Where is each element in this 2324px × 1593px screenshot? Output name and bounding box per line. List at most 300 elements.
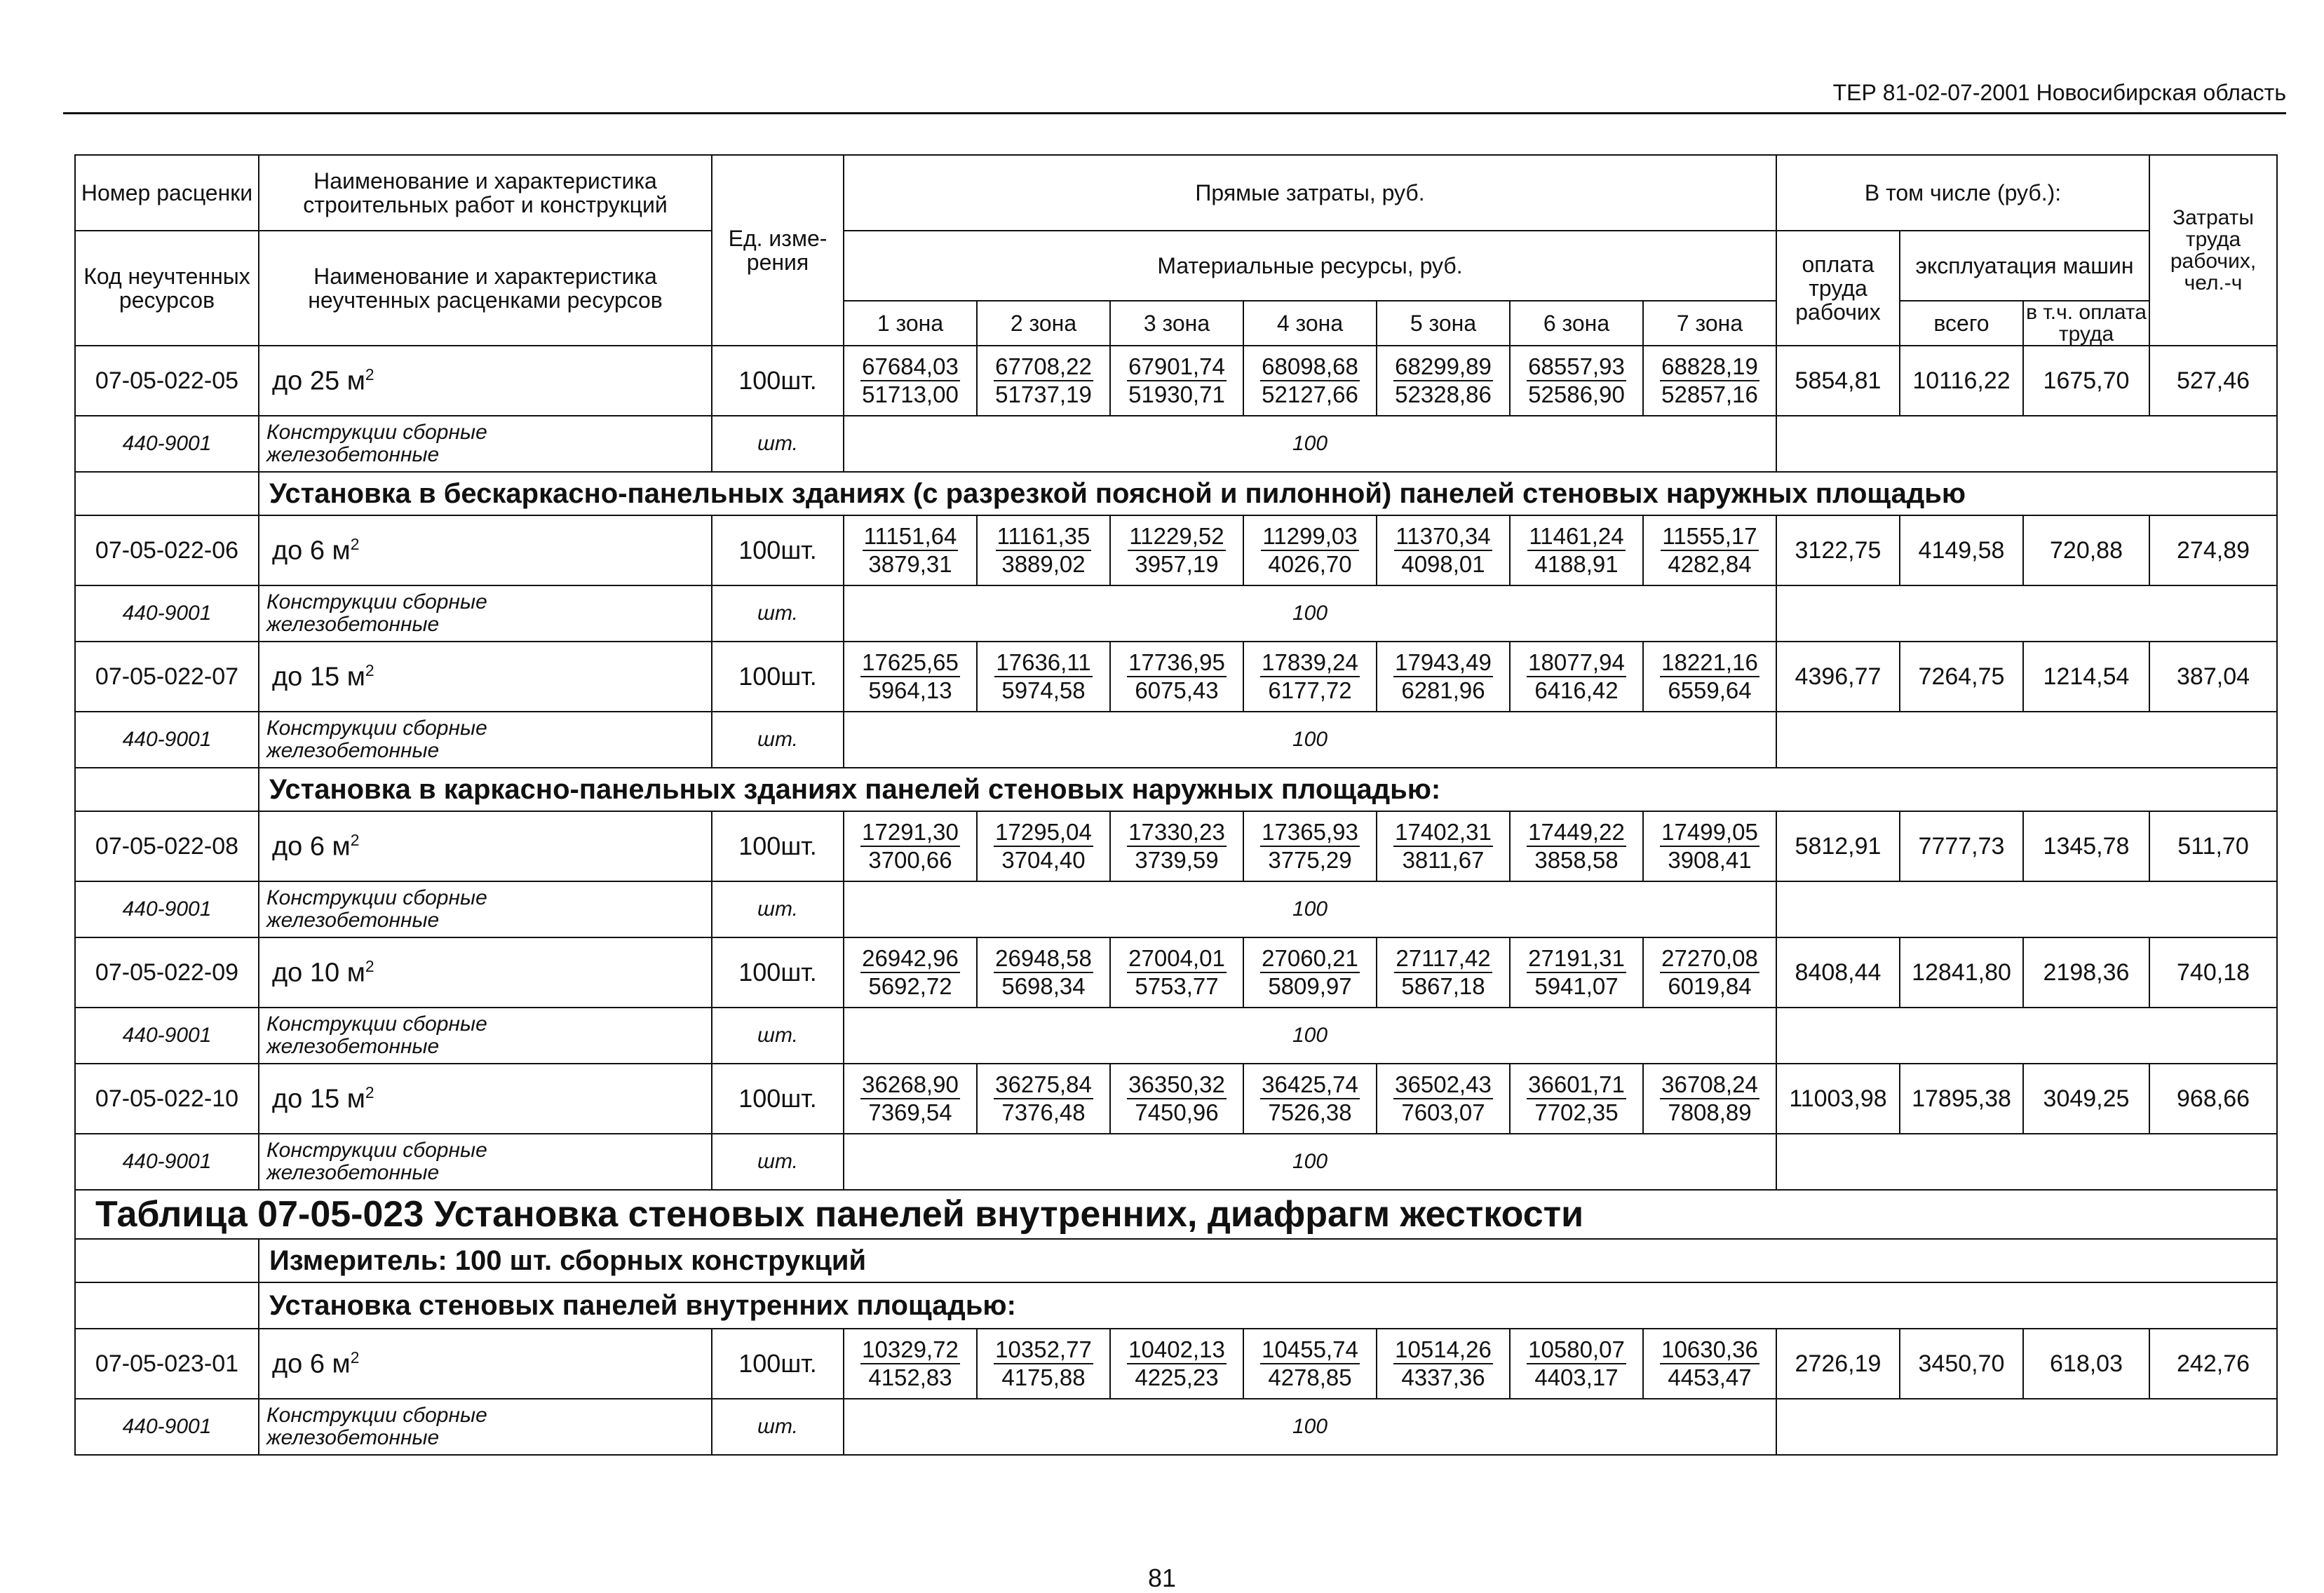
zone-price-cell bbox=[1643, 515, 1776, 585]
direct-cost-value: 17943,49 bbox=[1393, 649, 1493, 677]
section-empty-cell bbox=[75, 1239, 259, 1282]
zone-price bbox=[1260, 819, 1360, 874]
zone-price bbox=[994, 1336, 1093, 1391]
rate-name-text: до 6 м bbox=[272, 1349, 351, 1379]
zone-price bbox=[1393, 1071, 1493, 1126]
materials-cost-value: 7808,89 bbox=[1668, 1099, 1752, 1125]
zone-header: 5 зона bbox=[1377, 301, 1510, 346]
direct-cost-value: 11161,35 bbox=[996, 523, 1092, 551]
materials-cost-value: 3879,31 bbox=[868, 551, 952, 577]
zone-price bbox=[860, 819, 960, 874]
rate-name-superscript: 2 bbox=[350, 830, 360, 849]
zone-price bbox=[1660, 1071, 1759, 1126]
resource-name bbox=[259, 712, 712, 768]
zone-price bbox=[860, 649, 960, 704]
resource-name-line: железобетонные bbox=[266, 909, 440, 932]
resource-unit: шт. bbox=[712, 1008, 844, 1064]
machines-value: 10116,22 bbox=[1900, 346, 2023, 416]
zone-price bbox=[1127, 1071, 1227, 1126]
resource-row bbox=[75, 712, 2277, 768]
rate-row bbox=[75, 1064, 2277, 1134]
direct-cost-value: 17499,05 bbox=[1660, 819, 1759, 847]
section-row bbox=[75, 768, 2277, 811]
zone-price-cell bbox=[1510, 1329, 1643, 1399]
resource-row bbox=[75, 416, 2277, 472]
zone-price bbox=[994, 945, 1093, 1000]
zone-price-cell bbox=[1243, 937, 1377, 1008]
rate-row bbox=[75, 346, 2277, 416]
zone-price-cell bbox=[844, 642, 977, 712]
zone-price-cell bbox=[1377, 1064, 1510, 1134]
materials-cost-value: 4278,85 bbox=[1268, 1364, 1352, 1390]
direct-cost-value: 26948,58 bbox=[994, 945, 1093, 973]
zone-price-cell bbox=[1110, 515, 1243, 585]
zone-price bbox=[996, 523, 1092, 578]
zone-header: 6 зона bbox=[1510, 301, 1643, 346]
rate-name-superscript: 2 bbox=[350, 534, 360, 553]
direct-cost-value: 17291,30 bbox=[860, 819, 960, 847]
machine-wages-value: 2198,36 bbox=[2023, 937, 2149, 1008]
zone-price-cell bbox=[1510, 811, 1643, 881]
section-empty-cell bbox=[75, 472, 259, 515]
wages-value: 2726,19 bbox=[1776, 1329, 1900, 1399]
resource-qty: 100 bbox=[844, 881, 1776, 937]
zone-price bbox=[860, 1071, 960, 1126]
resource-qty: 100 bbox=[844, 1134, 1776, 1190]
zone-price-cell bbox=[1643, 1064, 1776, 1134]
direct-cost-value: 68299,89 bbox=[1393, 353, 1493, 381]
zone-price-cell bbox=[844, 811, 977, 881]
materials-cost-value: 6559,64 bbox=[1668, 677, 1752, 703]
materials-cost-value: 51737,19 bbox=[995, 381, 1092, 407]
zone-price-cell bbox=[1643, 346, 1776, 416]
resource-code: 440-9001 bbox=[75, 881, 259, 937]
direct-cost-value: 11461,24 bbox=[1527, 523, 1625, 551]
resource-name-line: Конструкции сборные bbox=[266, 886, 487, 909]
zone-price bbox=[1127, 819, 1227, 874]
rates-table bbox=[74, 154, 2278, 1456]
header-machine-incl-wages: в т.ч. оплата труда bbox=[2023, 301, 2149, 346]
resource-name-line: Конструкции сборные bbox=[266, 590, 487, 614]
machine-wages-value: 3049,25 bbox=[2023, 1064, 2149, 1134]
zone-price bbox=[1393, 819, 1493, 874]
zone-price bbox=[1127, 945, 1227, 1000]
resource-empty-cell bbox=[1776, 1008, 2277, 1064]
zone-price-cell bbox=[1377, 515, 1510, 585]
zone-price-cell bbox=[1110, 346, 1243, 416]
header-labor-costs: Затраты труда рабочих, чел.-ч bbox=[2149, 155, 2277, 346]
rate-name-text: до 6 м bbox=[272, 536, 351, 566]
zone-price-cell bbox=[1643, 642, 1776, 712]
direct-cost-value: 10630,36 bbox=[1660, 1336, 1759, 1364]
rate-name bbox=[259, 1329, 712, 1399]
zone-price-cell bbox=[1510, 515, 1643, 585]
resource-name-line: железобетонные bbox=[266, 739, 440, 762]
rate-code: 07-05-022-07 bbox=[75, 642, 259, 712]
header-machine-operation: эксплуатация машин bbox=[1900, 231, 2149, 301]
zone-price-cell bbox=[1243, 515, 1377, 585]
direct-cost-value: 18077,94 bbox=[1527, 649, 1626, 677]
rate-name bbox=[259, 642, 712, 712]
materials-cost-value: 4188,91 bbox=[1534, 551, 1619, 577]
direct-cost-value: 36268,90 bbox=[860, 1071, 960, 1099]
machines-value: 7777,73 bbox=[1900, 811, 2023, 881]
rate-unit: 100шт. bbox=[712, 1329, 844, 1399]
materials-cost-value: 6416,42 bbox=[1534, 677, 1619, 703]
resource-qty: 100 bbox=[844, 416, 1776, 472]
resource-empty-cell bbox=[1776, 585, 2277, 642]
resource-name bbox=[259, 1134, 712, 1190]
resource-unit: шт. bbox=[712, 1399, 844, 1455]
zone-price-cell bbox=[977, 1329, 1110, 1399]
resource-name bbox=[259, 1399, 712, 1455]
direct-cost-value: 10514,26 bbox=[1393, 1336, 1493, 1364]
rate-name-text: до 6 м bbox=[272, 832, 351, 862]
machines-value: 4149,58 bbox=[1900, 515, 2023, 585]
resource-name-line: железобетонные bbox=[266, 443, 440, 466]
direct-cost-value: 17295,04 bbox=[994, 819, 1093, 847]
direct-cost-value: 11229,52 bbox=[1128, 523, 1225, 551]
page-number: 81 bbox=[1147, 1564, 1177, 1592]
header-direct-costs: Прямые затраты, руб. bbox=[844, 155, 1776, 231]
materials-cost-value: 4282,84 bbox=[1668, 551, 1752, 577]
zone-price bbox=[1661, 523, 1758, 578]
zone-price bbox=[860, 1336, 960, 1391]
section-title: Установка стеновых панелей внутренних площадью: bbox=[259, 1282, 2277, 1329]
zone-price bbox=[1527, 353, 1626, 408]
zone-price-cell bbox=[844, 1064, 977, 1134]
zone-price bbox=[1527, 649, 1626, 704]
resource-empty-cell bbox=[1776, 1134, 2277, 1190]
rate-name bbox=[259, 811, 712, 881]
rate-name-text: до 15 м bbox=[272, 662, 365, 692]
materials-cost-value: 5692,72 bbox=[868, 973, 952, 999]
direct-cost-value: 10580,07 bbox=[1527, 1336, 1626, 1364]
materials-cost-value: 3957,19 bbox=[1135, 551, 1219, 577]
zone-price bbox=[1660, 1336, 1759, 1391]
materials-cost-value: 5809,97 bbox=[1268, 973, 1352, 999]
materials-cost-value: 52328,86 bbox=[1395, 381, 1492, 407]
header-materials: Материальные ресурсы, руб. bbox=[844, 231, 1776, 301]
header-resource-name: Наименование и характеристика неучтенных расценками ресурсов bbox=[259, 231, 712, 346]
materials-cost-value: 5698,34 bbox=[1001, 973, 1086, 999]
zone-price-cell bbox=[1377, 811, 1510, 881]
materials-cost-value: 7369,54 bbox=[868, 1099, 952, 1125]
labor-value: 242,76 bbox=[2149, 1329, 2277, 1399]
materials-cost-value: 6281,96 bbox=[1401, 677, 1485, 703]
wages-value: 5854,81 bbox=[1776, 346, 1900, 416]
direct-cost-value: 27060,21 bbox=[1260, 945, 1360, 973]
zone-price bbox=[1527, 1336, 1626, 1391]
resource-unit: шт. bbox=[712, 416, 844, 472]
direct-cost-value: 27270,08 bbox=[1660, 945, 1759, 973]
rate-row bbox=[75, 642, 2277, 712]
materials-cost-value: 6019,84 bbox=[1668, 973, 1752, 999]
materials-cost-value: 5974,58 bbox=[1001, 677, 1086, 703]
zone-price-cell bbox=[977, 937, 1110, 1008]
materials-cost-value: 3889,02 bbox=[1001, 551, 1086, 577]
direct-cost-value: 36350,32 bbox=[1127, 1071, 1227, 1099]
zone-price-cell bbox=[977, 642, 1110, 712]
resource-name bbox=[259, 881, 712, 937]
wages-value: 3122,75 bbox=[1776, 515, 1900, 585]
direct-cost-value: 17625,65 bbox=[860, 649, 960, 677]
resource-code: 440-9001 bbox=[75, 585, 259, 642]
rate-name-superscript: 2 bbox=[365, 956, 374, 975]
materials-cost-value: 7702,35 bbox=[1534, 1099, 1619, 1125]
materials-cost-value: 7526,38 bbox=[1268, 1099, 1352, 1125]
direct-cost-value: 11299,03 bbox=[1261, 523, 1358, 551]
direct-cost-value: 36708,24 bbox=[1660, 1071, 1759, 1099]
zone-price-cell bbox=[1110, 642, 1243, 712]
rate-row bbox=[75, 1329, 2277, 1399]
direct-cost-value: 36502,43 bbox=[1393, 1071, 1493, 1099]
zone-price-cell bbox=[1243, 1329, 1377, 1399]
resource-empty-cell bbox=[1776, 712, 2277, 768]
zone-price bbox=[863, 523, 959, 578]
zone-header: 2 зона bbox=[977, 301, 1110, 346]
zone-price bbox=[1393, 649, 1493, 704]
machine-wages-value: 720,88 bbox=[2023, 515, 2149, 585]
materials-cost-value: 7450,96 bbox=[1135, 1099, 1219, 1125]
materials-cost-value: 52857,16 bbox=[1661, 381, 1758, 407]
resource-name-line: железобетонные bbox=[266, 1161, 440, 1184]
resource-name-line: Конструкции сборные bbox=[266, 717, 487, 740]
resource-name-line: Конструкции сборные bbox=[266, 421, 487, 444]
rate-unit: 100шт. bbox=[712, 811, 844, 881]
zone-price bbox=[994, 819, 1093, 874]
direct-cost-value: 67708,22 bbox=[994, 353, 1093, 381]
rate-name-superscript: 2 bbox=[365, 660, 374, 679]
resource-name-line: Конструкции сборные bbox=[266, 1139, 487, 1162]
zone-header: 3 зона bbox=[1110, 301, 1243, 346]
rate-unit: 100шт. bbox=[712, 346, 844, 416]
zone-price-cell bbox=[977, 811, 1110, 881]
resource-qty: 100 bbox=[844, 585, 1776, 642]
direct-cost-value: 17402,31 bbox=[1393, 819, 1493, 847]
materials-cost-value: 52127,66 bbox=[1262, 381, 1358, 407]
zone-price bbox=[1127, 353, 1227, 408]
wages-value: 11003,98 bbox=[1776, 1064, 1900, 1134]
machine-wages-value: 1214,54 bbox=[2023, 642, 2149, 712]
zone-header: 1 зона bbox=[844, 301, 977, 346]
wages-value: 8408,44 bbox=[1776, 937, 1900, 1008]
resource-row bbox=[75, 1134, 2277, 1190]
resource-row bbox=[75, 1008, 2277, 1064]
direct-cost-value: 36601,71 bbox=[1527, 1071, 1626, 1099]
resource-qty: 100 bbox=[844, 1399, 1776, 1455]
zone-price bbox=[1393, 353, 1493, 408]
zone-price bbox=[1260, 945, 1360, 1000]
zone-price bbox=[1128, 523, 1225, 578]
zone-price bbox=[1394, 945, 1492, 1000]
resource-code: 440-9001 bbox=[75, 1134, 259, 1190]
materials-cost-value: 3704,40 bbox=[1001, 847, 1086, 873]
zone-price-cell bbox=[1377, 346, 1510, 416]
rate-row bbox=[75, 937, 2277, 1008]
zone-price bbox=[860, 945, 960, 1000]
resource-unit: шт. bbox=[712, 585, 844, 642]
resource-empty-cell bbox=[1776, 416, 2277, 472]
table-title: Таблица 07-05-023 Установка стеновых панелей внутренних, диафрагм жесткости bbox=[75, 1190, 2277, 1239]
materials-cost-value: 5867,18 bbox=[1401, 973, 1485, 999]
rate-code: 07-05-022-05 bbox=[75, 346, 259, 416]
rate-row bbox=[75, 811, 2277, 881]
materials-cost-value: 51930,71 bbox=[1128, 381, 1225, 407]
direct-cost-value: 11555,17 bbox=[1661, 523, 1758, 551]
rate-code: 07-05-023-01 bbox=[75, 1329, 259, 1399]
resource-code: 440-9001 bbox=[75, 1399, 259, 1455]
header-resource-code: Код неучтенных ресурсов bbox=[75, 231, 259, 346]
machine-wages-value: 618,03 bbox=[2023, 1329, 2149, 1399]
resource-name-line: Конструкции сборные bbox=[266, 1012, 487, 1036]
resource-name-line: Конструкции сборные bbox=[266, 1404, 487, 1427]
zone-price-cell bbox=[1377, 642, 1510, 712]
resource-name-line: железобетонные bbox=[266, 1035, 440, 1058]
direct-cost-value: 10455,74 bbox=[1260, 1336, 1360, 1364]
zone-price bbox=[1660, 945, 1759, 1000]
direct-cost-value: 17636,11 bbox=[994, 649, 1092, 677]
section-row bbox=[75, 472, 2277, 515]
rate-name-text: до 15 м bbox=[272, 1084, 365, 1114]
machines-value: 12841,80 bbox=[1900, 937, 2023, 1008]
rate-unit: 100шт. bbox=[712, 937, 844, 1008]
materials-cost-value: 4453,47 bbox=[1668, 1364, 1752, 1390]
zone-price-cell bbox=[1510, 346, 1643, 416]
zone-price bbox=[1660, 353, 1759, 408]
materials-cost-value: 5753,77 bbox=[1135, 973, 1219, 999]
direct-cost-value: 10402,13 bbox=[1127, 1336, 1227, 1364]
header-rate-number: Номер расценки bbox=[75, 155, 259, 231]
resource-name bbox=[259, 1008, 712, 1064]
zone-price bbox=[1660, 649, 1759, 704]
materials-cost-value: 3775,29 bbox=[1268, 847, 1352, 873]
labor-value: 511,70 bbox=[2149, 811, 2277, 881]
zone-price-cell bbox=[1110, 937, 1243, 1008]
resource-row bbox=[75, 585, 2277, 642]
zone-price bbox=[1393, 1336, 1493, 1391]
zone-price bbox=[1261, 523, 1358, 578]
header-unit: Ед. изме-рения bbox=[712, 155, 844, 346]
resource-code: 440-9001 bbox=[75, 416, 259, 472]
labor-value: 387,04 bbox=[2149, 642, 2277, 712]
direct-cost-value: 17330,23 bbox=[1127, 819, 1227, 847]
materials-cost-value: 6075,43 bbox=[1135, 677, 1219, 703]
materials-cost-value: 3858,58 bbox=[1534, 847, 1619, 873]
zone-price bbox=[1660, 819, 1759, 874]
zone-header: 7 зона bbox=[1643, 301, 1776, 346]
resource-empty-cell bbox=[1776, 881, 2277, 937]
page-header: ТЕР 81-02-07-2001 Новосибирская область bbox=[1832, 80, 2286, 105]
rate-code: 07-05-022-06 bbox=[75, 515, 259, 585]
resource-unit: шт. bbox=[712, 712, 844, 768]
resource-name-line: железобетонные bbox=[266, 1426, 440, 1449]
wages-value: 5812,91 bbox=[1776, 811, 1900, 881]
materials-cost-value: 6177,72 bbox=[1268, 677, 1352, 703]
direct-cost-value: 10329,72 bbox=[860, 1336, 960, 1364]
header-work-name: Наименование и характеристика строительных работ и конструкций bbox=[259, 155, 712, 231]
zone-price-cell bbox=[1243, 811, 1377, 881]
direct-cost-value: 27191,31 bbox=[1527, 945, 1626, 973]
section-title: Измеритель: 100 шт. сборных конструкций bbox=[259, 1239, 2277, 1282]
labor-value: 527,46 bbox=[2149, 346, 2277, 416]
zone-price-cell bbox=[1243, 642, 1377, 712]
table-title-row bbox=[75, 1190, 2277, 1239]
materials-cost-value: 52586,90 bbox=[1528, 381, 1625, 407]
direct-cost-value: 68828,19 bbox=[1660, 353, 1759, 381]
direct-cost-value: 67901,74 bbox=[1127, 353, 1227, 381]
direct-cost-value: 68557,93 bbox=[1527, 353, 1626, 381]
rate-name-superscript: 2 bbox=[350, 1348, 360, 1367]
resource-empty-cell bbox=[1776, 1399, 2277, 1455]
zone-price-cell bbox=[1243, 346, 1377, 416]
zone-price bbox=[1527, 523, 1625, 578]
machines-value: 17895,38 bbox=[1900, 1064, 2023, 1134]
zone-header: 4 зона bbox=[1243, 301, 1377, 346]
materials-cost-value: 4337,36 bbox=[1401, 1364, 1485, 1390]
zone-price-cell bbox=[1643, 937, 1776, 1008]
zone-price-cell bbox=[1510, 937, 1643, 1008]
zone-price bbox=[1527, 819, 1626, 874]
zone-price bbox=[1127, 649, 1227, 704]
direct-cost-value: 11151,64 bbox=[863, 523, 959, 551]
materials-cost-value: 3739,59 bbox=[1135, 847, 1219, 873]
materials-cost-value: 5941,07 bbox=[1534, 973, 1619, 999]
zone-price bbox=[1260, 353, 1360, 408]
machine-wages-value: 1345,78 bbox=[2023, 811, 2149, 881]
machines-value: 3450,70 bbox=[1900, 1329, 2023, 1399]
zone-price-cell bbox=[844, 1329, 977, 1399]
direct-cost-value: 17365,93 bbox=[1260, 819, 1360, 847]
zone-price bbox=[860, 353, 960, 408]
materials-cost-value: 51713,00 bbox=[862, 381, 959, 407]
section-title: Установка в каркасно-панельных зданиях панелей стеновых наружных площадью: bbox=[259, 768, 2277, 811]
rate-code: 07-05-022-10 bbox=[75, 1064, 259, 1134]
materials-cost-value: 3700,66 bbox=[868, 847, 952, 873]
labor-value: 968,66 bbox=[2149, 1064, 2277, 1134]
resource-qty: 100 bbox=[844, 712, 1776, 768]
rate-name bbox=[259, 937, 712, 1008]
direct-cost-value: 36425,74 bbox=[1260, 1071, 1360, 1099]
zone-price-cell bbox=[977, 515, 1110, 585]
header-rule bbox=[63, 112, 2286, 114]
zone-price-cell bbox=[1110, 1064, 1243, 1134]
resource-unit: шт. bbox=[712, 881, 844, 937]
zone-price-cell bbox=[1643, 811, 1776, 881]
labor-value: 274,89 bbox=[2149, 515, 2277, 585]
zone-price-cell bbox=[844, 937, 977, 1008]
direct-cost-value: 27117,42 bbox=[1394, 945, 1492, 973]
materials-cost-value: 4403,17 bbox=[1534, 1364, 1619, 1390]
rate-name-text: до 10 м bbox=[272, 958, 365, 988]
zone-price-cell bbox=[1377, 937, 1510, 1008]
zone-price bbox=[994, 649, 1092, 704]
rate-code: 07-05-022-08 bbox=[75, 811, 259, 881]
zone-price-cell bbox=[977, 346, 1110, 416]
direct-cost-value: 68098,68 bbox=[1260, 353, 1360, 381]
section-title: Установка в бескаркасно-панельных зданиях (с разрезкой поясной и пилонной) панелей стеновых наружных площадью bbox=[259, 472, 2277, 515]
materials-cost-value: 7603,07 bbox=[1401, 1099, 1485, 1125]
rate-name bbox=[259, 1064, 712, 1134]
direct-cost-value: 36275,84 bbox=[994, 1071, 1093, 1099]
resource-code: 440-9001 bbox=[75, 1008, 259, 1064]
rate-unit: 100шт. bbox=[712, 642, 844, 712]
resource-name bbox=[259, 416, 712, 472]
resource-name bbox=[259, 585, 712, 642]
resource-qty: 100 bbox=[844, 1008, 1776, 1064]
rate-unit: 100шт. bbox=[712, 1064, 844, 1134]
zone-price-cell bbox=[1110, 1329, 1243, 1399]
